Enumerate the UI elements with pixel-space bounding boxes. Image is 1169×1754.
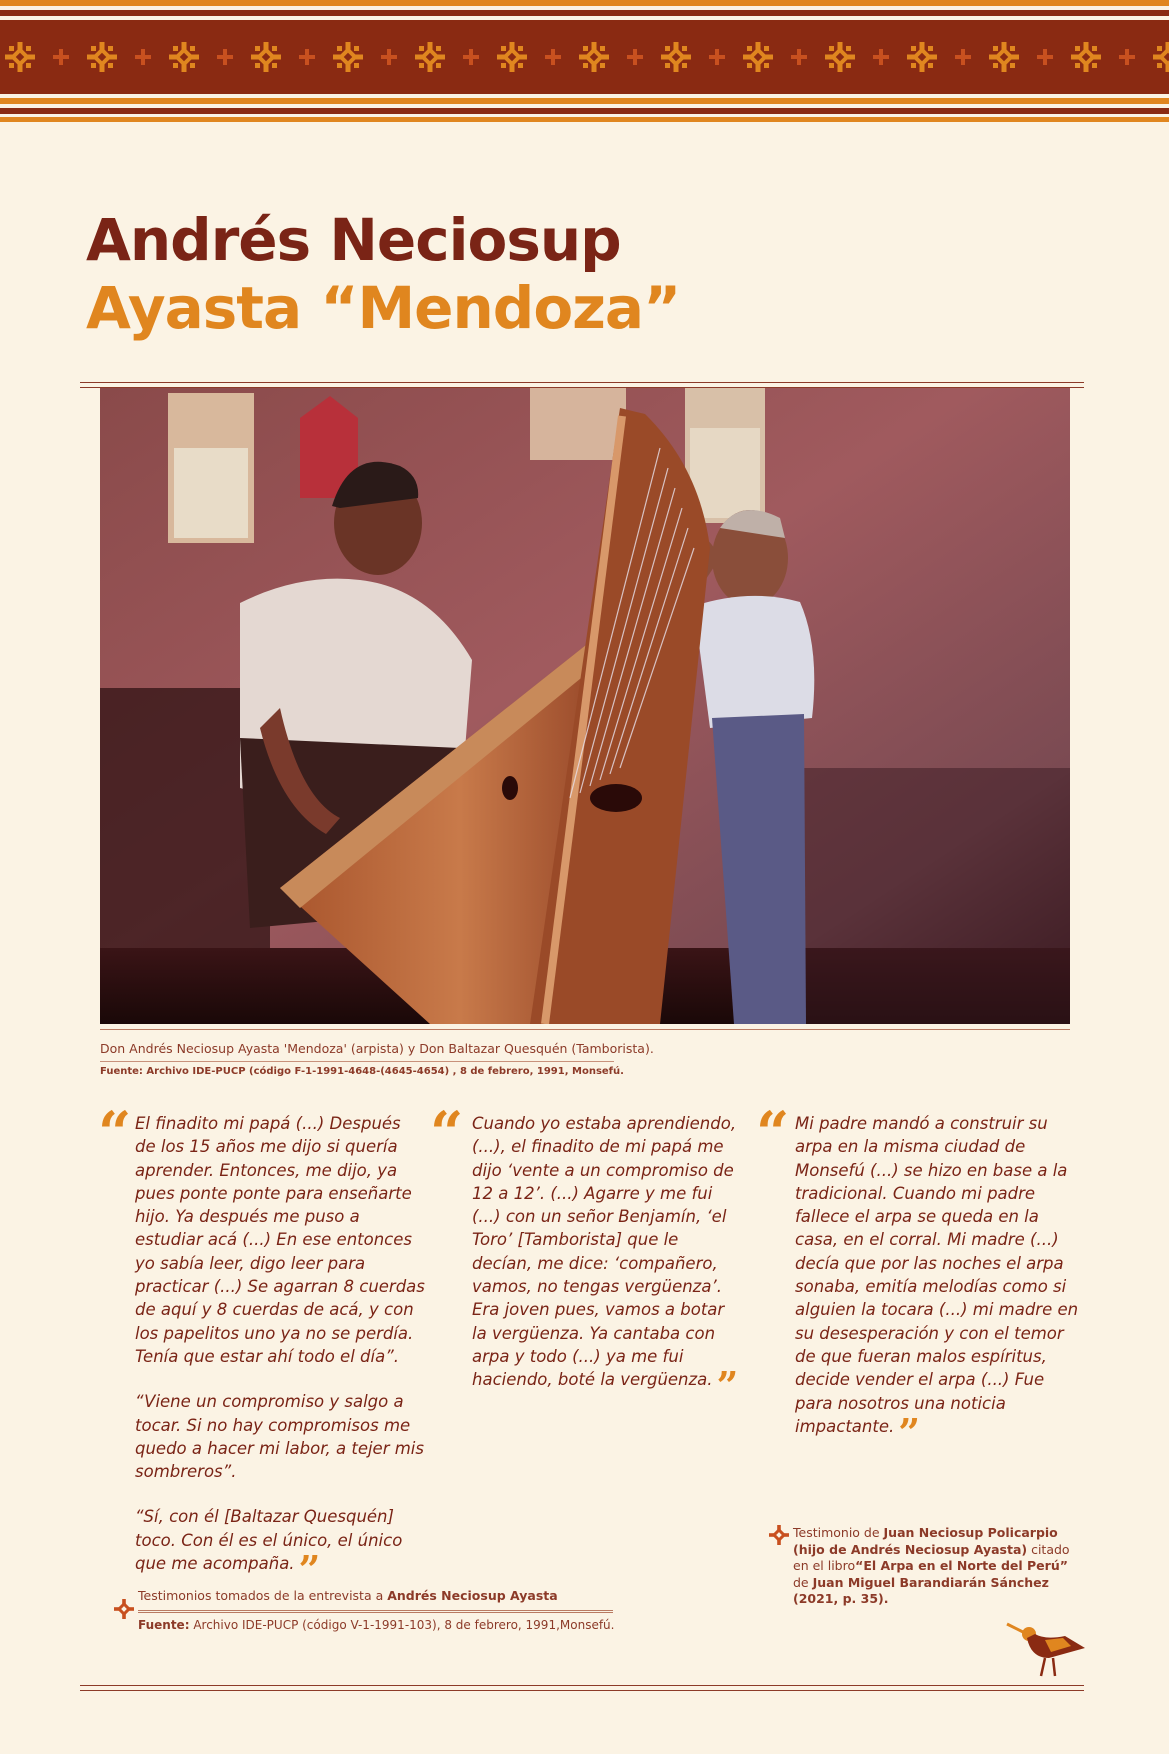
- band-motif: [661, 42, 691, 72]
- flower-motif-icon: [768, 1524, 790, 1546]
- testimony-1-paragraph-1: El finadito mi papá (...) Después de los 15 años me dijo si quería aprender. Entonces, me dijo, ya pues ponte ponte para enseñarte hijo. Ya después me puso a estudiar acá (...) En ese entonces yo sabía leer, digo leer para practicar (...) Se agarran 8 cuerdas de aquí y 8 cuerdas de acá, y con los papelitos uno ya no se perdía. Tenía que estar ahí todo el día”.: [135, 1114, 425, 1366]
- open-quote-icon: “: [756, 1099, 790, 1167]
- photo-underline: [100, 1029, 1070, 1030]
- band-motif: [989, 42, 1019, 72]
- band-motif: [497, 42, 527, 72]
- band-motif: [169, 42, 199, 72]
- band-motif: [1071, 42, 1101, 72]
- photo-source: Fuente: Archivo IDE-PUCP (código F-1-1991-4648-(4645-4654) , 8 de febrero, 1991, Monsefú.: [100, 1066, 624, 1077]
- testimony-2-paragraph-1: Cuando yo estaba aprendiendo, (...), el finadito de mi papá me dijo ‘vente a un compromiso de 12 a 12’. (...) Agarre y me fui (...) con un señor Benjamín, ‘el Toro’ [Tamborista] que le decían, me dice: ‘compañero, vamos, no tengas vergüenza’. Era joven pues, vamos a botar la vergüenza. Ya cantaba con arpa y todo (...) ya me fui haciendo, boté la vergüenza. ”: [472, 1114, 739, 1409]
- flower-motif-icon: [113, 1598, 135, 1620]
- close-quote-icon: ”: [298, 1547, 321, 1593]
- close-quote-icon: ”: [898, 1409, 921, 1455]
- harpist-photo: [100, 388, 1070, 1024]
- testimony-column-1: [135, 1112, 425, 1597]
- title-line-1: Andrés Neciosup: [86, 206, 621, 274]
- divider-bottom: [80, 1685, 1084, 1691]
- band-motif: [251, 42, 281, 72]
- photo-caption: Don Andrés Neciosup Ayasta 'Mendoza' (arpista) y Don Baltazar Quesquén (Tamborista).: [100, 1041, 654, 1056]
- page-title: [86, 206, 680, 342]
- open-quote-icon: “: [98, 1099, 132, 1167]
- band-motif: [415, 42, 445, 72]
- testimony-3-credit: Testimonio de Juan Neciosup Policarpio (hijo de Andrés Neciosup Ayasta) citado en el libro“El Arpa en el Norte del Perú” de Juan Miguel Barandiarán Sánchez (2021, p. 35).: [793, 1525, 1070, 1606]
- band-motif: [5, 42, 35, 72]
- band-motif: [743, 42, 773, 72]
- title-line-2: Ayasta “Mendoza”: [86, 274, 681, 342]
- testimony-column-3: [795, 1112, 1085, 1460]
- close-quote-icon: ”: [716, 1363, 739, 1409]
- open-quote-icon: “: [430, 1099, 464, 1167]
- band-motif: [907, 42, 937, 72]
- band-motif: [825, 42, 855, 72]
- testimony-3-paragraph-1: Mi padre mandó a construir su arpa en la misma ciudad de Monsefú (...) se hizo en base a la tradicional. Cuando mi padre fallece el arpa se queda en la casa, en el corral. Mi madre (...) decía que por las noches el arpa sonaba, emitía melodías como si alguien la tocara (...) mi madre en su desesperación y con el temor de que fueran malos espíritus, decide vender el arpa (...) Fue para nosotros una noticia impactante. ”: [795, 1114, 1079, 1455]
- band-motif: [579, 42, 609, 72]
- testimony-1-paragraph-3: “Sí, con él [Baltazar Quesquén] toco. Con él es el único, el único que me acompaña. ”: [135, 1507, 403, 1593]
- testimony-column-2: [472, 1112, 740, 1414]
- testimony-1-credit: Testimonios tomados de la entrevista a Andrés Neciosup Ayasta: [138, 1588, 558, 1603]
- testimony-1-source: Fuente: Archivo IDE-PUCP (código V-1-1991-103), 8 de febrero, 1991,Monsefú.: [138, 1618, 615, 1632]
- bird-icon: [1005, 1618, 1089, 1678]
- band-motif: [87, 42, 117, 72]
- caption-divider: [100, 1061, 614, 1062]
- band-motif: [333, 42, 363, 72]
- decorative-top-band: [0, 0, 1169, 130]
- testimony-1-paragraph-2: “Viene un compromiso y salgo a tocar. Si no hay compromisos me quedo a hacer mi labor, a tejer mis sombreros”.: [135, 1392, 424, 1482]
- credit-divider: [138, 1610, 613, 1613]
